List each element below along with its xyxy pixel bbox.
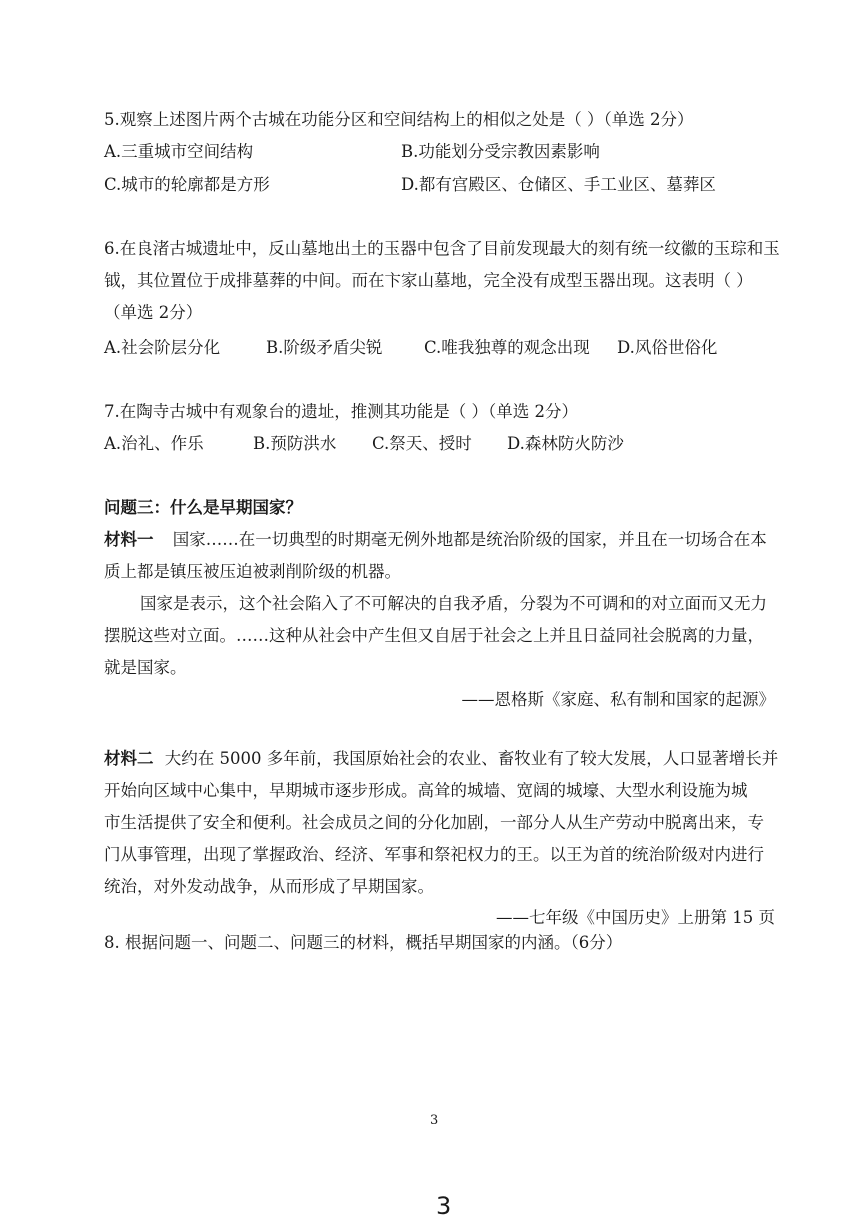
q5-option-b: B.功能划分受宗教因素影响 bbox=[401, 142, 600, 161]
q6-option-a: A.社会阶层分化 bbox=[104, 338, 221, 357]
material2-line3: 市生活提供了安全和便利。社会成员之间的分化加剧，一部分人从生产劳动中脱离出来，专 bbox=[104, 813, 764, 832]
q6-stem-line1: 6.在良渚古城遗址中，反山墓地出土的玉器中包含了目前发现最大的刻有统一纹徽的玉琮和玉 bbox=[104, 239, 780, 258]
q7-option-d: D.森林防火防沙 bbox=[507, 434, 624, 453]
q8-stem: 8. 根据问题一、问题二、问题三的材料，概括早期国家的内涵。（6分） bbox=[104, 933, 623, 952]
q5-option-c: C.城市的轮廓都是方形 bbox=[104, 175, 270, 194]
page-number-large: 3 bbox=[436, 1192, 452, 1220]
q7-option-c: C.祭天、授时 bbox=[372, 434, 472, 453]
material2-line4: 门从事管理，出现了掌握政治、经济、军事和祭祀权力的王。以王为首的统治阶级对内进行 bbox=[104, 845, 764, 864]
q6-option-d: D.风俗世俗化 bbox=[617, 338, 718, 357]
material1-para2-line3: 就是国家。 bbox=[104, 658, 187, 677]
q7-option-b: B.预防洪水 bbox=[253, 434, 337, 453]
q6-option-b: B.阶级矛盾尖锐 bbox=[266, 338, 383, 357]
q5-option-d: D.都有宫殿区、仓储区、手工业区、墓葬区 bbox=[401, 175, 716, 194]
problem3-heading: 问题三：什么是早期国家？ bbox=[104, 498, 302, 517]
q6-stem-line2: 钺，其位置位于成排墓葬的中间。而在卞家山墓地，完全没有成型玉器出现。这表明（ ） bbox=[104, 271, 753, 290]
material1-source: ——恩格斯《家庭、私有制和国家的起源》 bbox=[461, 690, 775, 709]
q6-stem-line3: （单选 2分） bbox=[104, 303, 203, 322]
material2-line5: 统治，对外发动战争，从而形成了早期国家。 bbox=[104, 877, 434, 896]
q5-option-a: A.三重城市空间结构 bbox=[104, 142, 254, 161]
q6-option-c: C.唯我独尊的观念出现 bbox=[424, 338, 590, 357]
material1-text-line1: 国家……在一切典型的时期毫无例外地都是统治阶级的国家，并且在一切场合在本 bbox=[172, 530, 767, 549]
q7-stem: 7.在陶寺古城中有观象台的遗址，推测其功能是（ ）（单选 2分） bbox=[104, 402, 578, 421]
material2-line1 bbox=[104, 745, 778, 769]
q5-stem: 5.观察上述图片两个古城在功能分区和空间结构上的相似之处是（ ）（单选 2分） bbox=[104, 110, 694, 129]
material2-text-line1: 大约在 5000 多年前，我国原始社会的农业、畜牧业有了较大发展，人口显著增长并 bbox=[164, 749, 779, 768]
q7-option-a: A.治礼、作乐 bbox=[104, 434, 204, 453]
material2-label: 材料二 bbox=[104, 749, 154, 768]
page-number-small: 3 bbox=[430, 1113, 439, 1128]
material1-para2-line2: 摆脱这些对立面。……这种从社会中产生但又自居于社会之上并且日益同社会脱离的力量， bbox=[104, 626, 764, 645]
material1-line2: 质上都是镇压被压迫被剥削阶级的机器。 bbox=[104, 562, 401, 581]
material2-line2: 开始向区域中心集中，早期城市逐步形成。高耸的城墙、宽阔的城壕、大型水利设施为城 bbox=[104, 781, 748, 800]
material1-label: 材料一 bbox=[104, 530, 154, 549]
material1-para2-line1: 国家是表示，这个社会陷入了不可解决的自我矛盾，分裂为不可调和的对立面而又无力 bbox=[140, 594, 767, 613]
material2-source: ——七年级《中国历史》上册第 15 页 bbox=[496, 908, 775, 927]
material1-line1 bbox=[104, 526, 767, 550]
